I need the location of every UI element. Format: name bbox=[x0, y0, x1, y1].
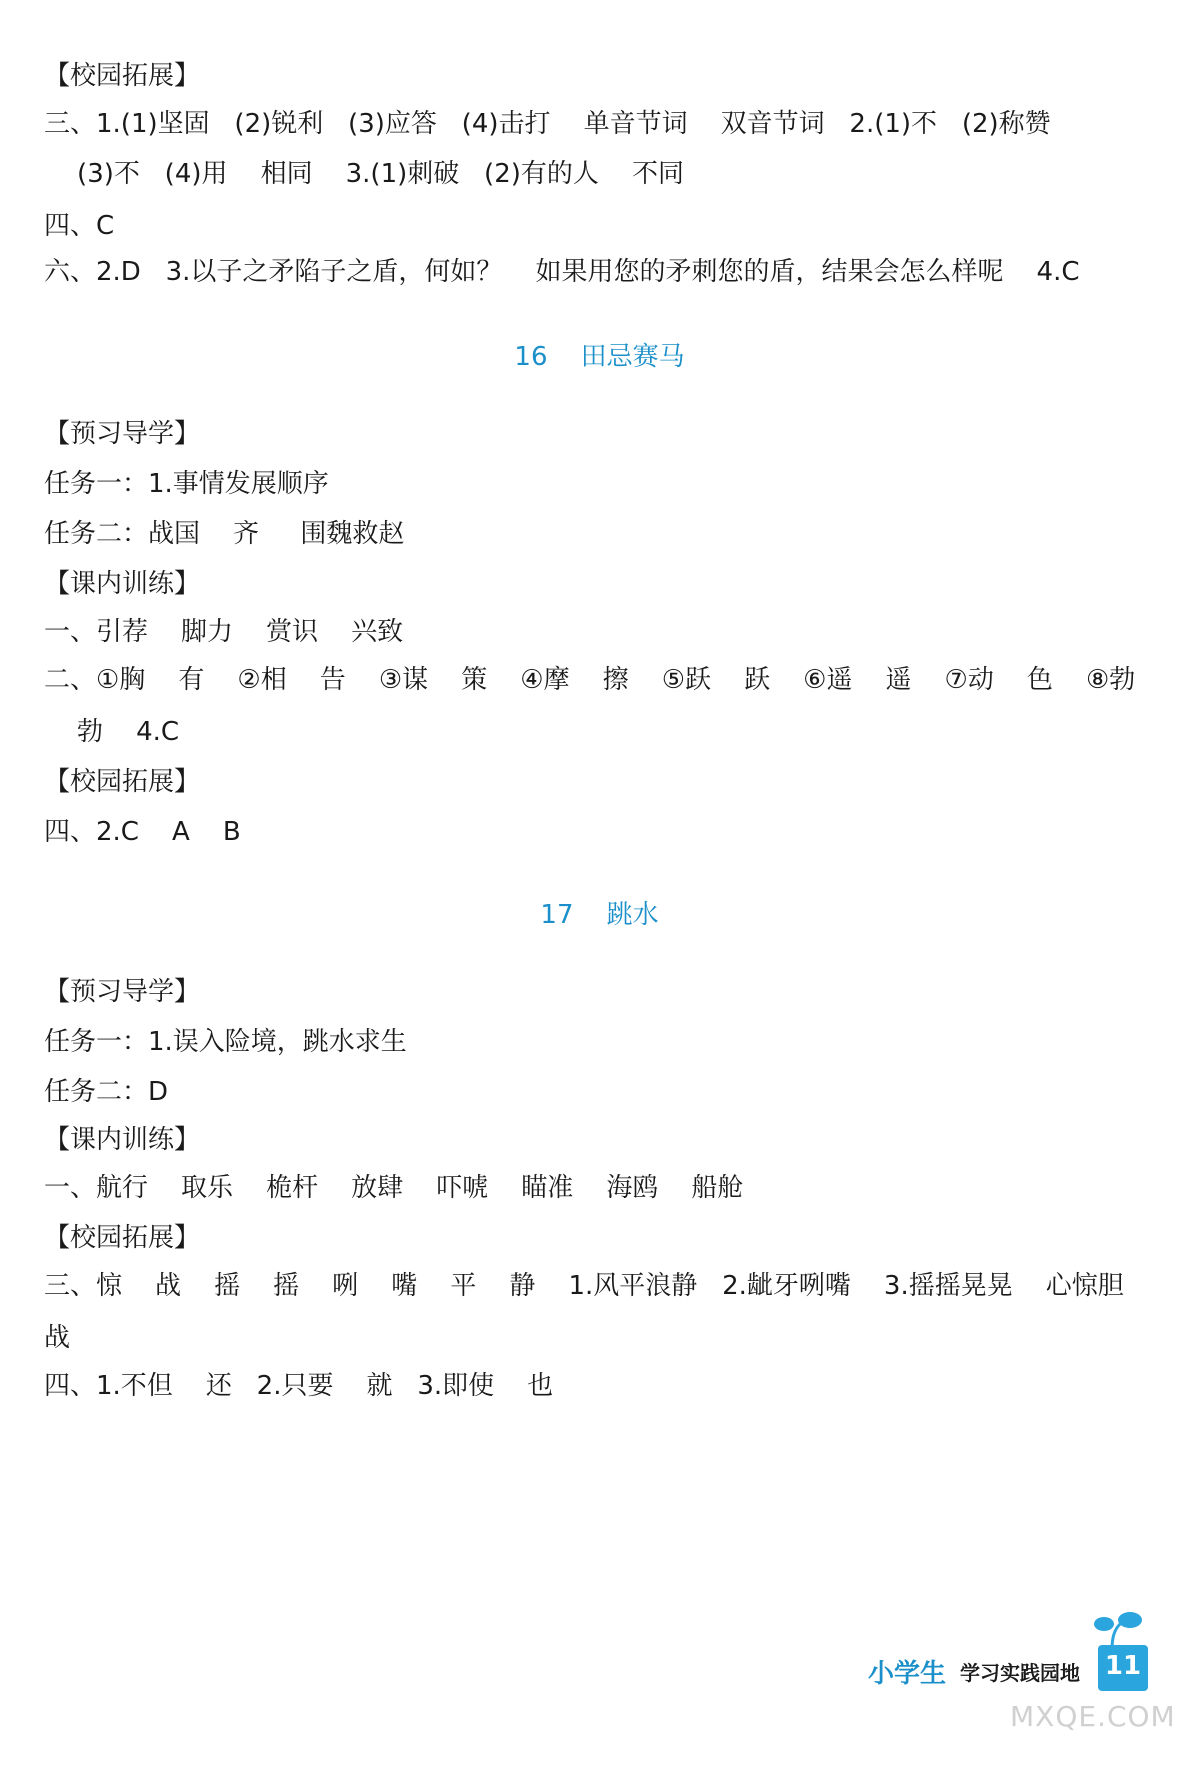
brand-title: 小学生 bbox=[868, 1659, 947, 1689]
answer-line: (3)不 (4)用 相同 3.(1)刺破 (2)有的人 不同 bbox=[44, 159, 684, 189]
page-footer bbox=[868, 1645, 1168, 1691]
answer-line: 三、1.(1)坚固 (2)锐利 (3)应答 (4)击打 单音节词 双音节词 2.(1)不 (2)称赞 bbox=[44, 109, 1051, 139]
section-heading: 【校园拓展】 bbox=[44, 1223, 201, 1253]
page-number-badge bbox=[1098, 1645, 1148, 1691]
answer-line: 四、C bbox=[44, 211, 115, 241]
answer-line: 四、2.C A B bbox=[44, 817, 241, 847]
lesson-title: 17 跳水 bbox=[540, 900, 659, 930]
answer-line: 一、引荐 脚力 赏识 兴致 bbox=[44, 617, 404, 647]
answer-line: 勃 4.C bbox=[44, 717, 180, 747]
answer-line: 任务一：1.事情发展顺序 bbox=[44, 469, 329, 499]
answer-line: 战 bbox=[44, 1323, 71, 1353]
section-heading: 【预习导学】 bbox=[44, 419, 201, 449]
watermark: MXQE.COM bbox=[1010, 1700, 1176, 1733]
answer-line: 任务二：D bbox=[44, 1077, 169, 1107]
section-heading: 【预习导学】 bbox=[44, 977, 201, 1007]
answer-line: 任务一：1.误入险境，跳水求生 bbox=[44, 1027, 407, 1057]
answer-line: 二、①胸 有 ②相 告 ③谋 策 ④摩 擦 ⑤跃 跃 ⑥遥 遥 ⑦动 色 ⑧勃 bbox=[44, 665, 1136, 695]
answer-line: 四、1.不但 还 2.只要 就 3.即使 也 bbox=[44, 1371, 554, 1401]
page-number: 11 bbox=[1104, 1651, 1142, 1681]
section-heading: 【课内训练】 bbox=[44, 1125, 201, 1155]
brand-subtitle: 学习实践园地 bbox=[960, 1661, 1080, 1685]
section-heading: 【校园拓展】 bbox=[44, 767, 201, 797]
section-heading: 【校园拓展】 bbox=[44, 61, 201, 91]
answer-line: 六、2.D 3.以子之矛陷子之盾，何如？ 如果用您的矛刺您的盾，结果会怎么样呢 4.C bbox=[44, 257, 1080, 287]
section-heading: 【课内训练】 bbox=[44, 569, 201, 599]
answer-line: 任务二：战国 齐 围魏救赵 bbox=[44, 519, 405, 549]
answer-line: 三、惊 战 摇 摇 咧 嘴 平 静 1.风平浪静 2.龇牙咧嘴 3.摇摇晃晃 心惊胆 bbox=[44, 1271, 1124, 1301]
answer-line: 一、航行 取乐 桅杆 放肆 吓唬 瞄准 海鸥 船舱 bbox=[44, 1173, 744, 1203]
lesson-title: 16 田忌赛马 bbox=[514, 342, 685, 372]
